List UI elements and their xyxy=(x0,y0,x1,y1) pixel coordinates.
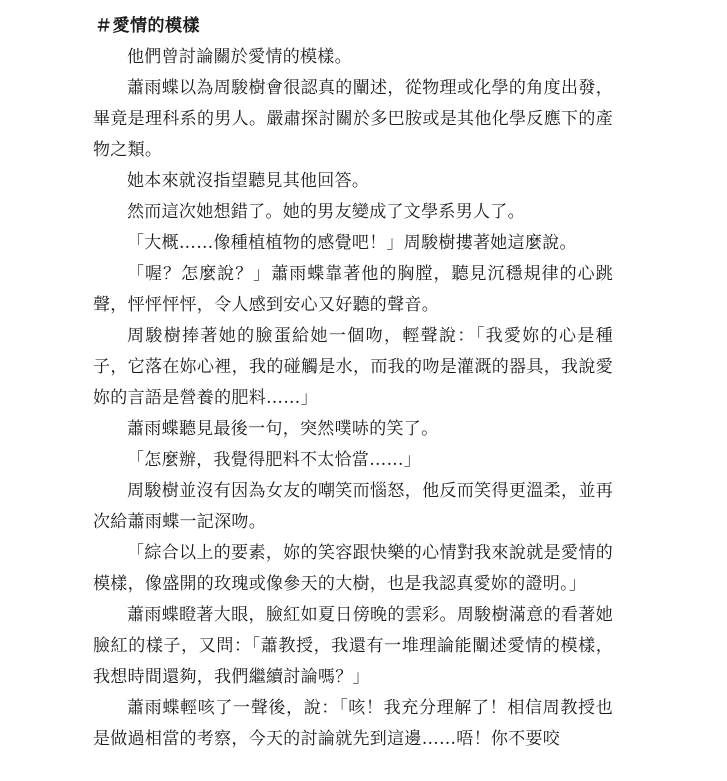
paragraph: 周駿樹並沒有因為女友的嘲笑而惱怒，他反而笑得更溫柔，並再次給蕭雨蝶一記深吻。 xyxy=(93,481,613,532)
paragraph: 她本來就沒指望聽見其他回答。 xyxy=(127,171,370,191)
chapter-title: ＃愛情的模樣 xyxy=(95,16,200,36)
paragraph: 「怎麼辦，我覺得肥料不太恰當……」 xyxy=(127,450,422,470)
paragraph: 蕭雨蝶瞪著大眼，臉紅如夏日傍晚的雲彩。周駿樹滿意的看著她臉紅的樣子，又問：「蕭教授，我還有一堆理論能闡述愛情的模樣，我想時間還夠，我們繼續討論嗎？」 xyxy=(93,605,613,687)
paragraph: 周駿樹捧著她的臉蛋給她一個吻，輕聲說：「我愛妳的心是種子，它落在妳心裡，我的碰觸是水，而我的吻是灌溉的器具，我說愛妳的言語是營養的肥料……」 xyxy=(93,326,613,408)
paragraph: 他們曾討論關於愛情的模樣。 xyxy=(127,47,352,67)
paragraph: 然而這次她想錯了。她的男友變成了文學系男人了。 xyxy=(127,202,525,222)
paragraph: 「喔？怎麼說？」蕭雨蝶靠著他的胸膛，聽見沉穩規律的心跳聲，怦怦怦怦，令人感到安心又好聽的聲音。 xyxy=(93,264,613,315)
document-page xyxy=(93,14,613,755)
paragraph: 蕭雨蝶以為周駿樹會很認真的闡述，從物理或化學的角度出發，畢竟是理科系的男人。嚴肅探討關於多巴胺或是其他化學反應下的產物之類。 xyxy=(93,78,613,160)
paragraph: 「大概……像種植植物的感覺吧！」周駿樹摟著她這麼說。 xyxy=(127,233,577,253)
paragraph: 「綜合以上的要素，妳的笑容跟快樂的心情對我來說就是愛情的模樣，像盛開的玫瑰或像參天的大樹，也是我認真愛妳的證明。」 xyxy=(93,543,613,594)
paragraph: 蕭雨蝶聽見最後一句，突然噗哧的笑了。 xyxy=(127,419,439,439)
paragraph: 蕭雨蝶輕咳了一聲後，說：「咳！我充分理解了！相信周教授也是做過相當的考察，今天的討論就先到這邊……唔！你不要咬 xyxy=(93,698,613,749)
